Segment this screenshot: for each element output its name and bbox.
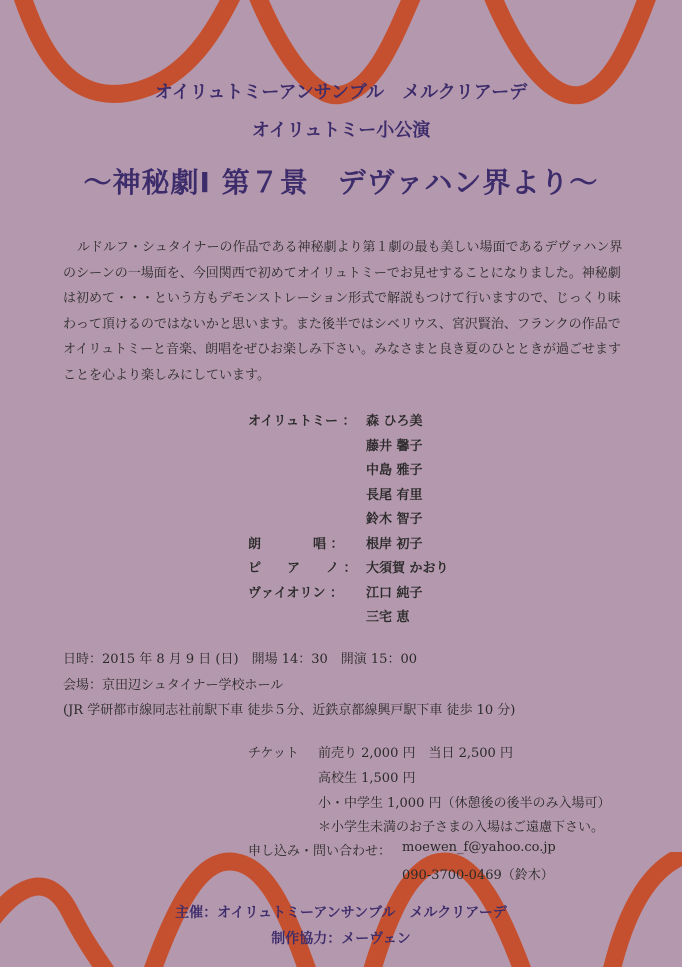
performer-role: 朗 唱 ：	[248, 536, 344, 552]
performer-row	[248, 557, 449, 582]
event-venue: 会場：京田辺シュタイナー学校ホール	[63, 678, 284, 693]
performer-row	[248, 435, 449, 460]
performer-row	[248, 533, 449, 558]
ticket-label: チケット	[248, 746, 299, 761]
event-subtitle: オイリュトミー小公演	[251, 120, 431, 141]
event-title: ～神秘劇Ⅰ 第７景 デヴァハン界より～	[83, 166, 599, 199]
host-credit: 主催：オイリュトミーアンサンブル メルクリアーデ	[175, 905, 507, 921]
production-credit: 制作協力：メーヴェン	[271, 931, 411, 947]
intro-paragraph: ルドルフ・シュタイナーの作品である神秘劇より第１劇の最も美しい場面であるデヴァハン界のシーンの一場面を、今回関西で初めてオイリュトミーでお見せすることになりました。神秘劇は初めて・・・という方もデモンストレーション形式で解説もつけて行いますので、じっくり味わって頂けるのではないかと思います。また後半ではシベリウス、宮沢賢治、フランクの作品でオイリュトミーと音楽、朗唱をぜひお楽しみ下さい。みなさまと良き夏のひとときが過ごせますことを心より楽しみにしています。	[63, 240, 623, 383]
performer-row	[248, 606, 449, 631]
performer-name: 江口 純子	[366, 585, 423, 601]
ticket-price-general: 前売り 2,000 円 当日 2,500 円	[318, 746, 513, 761]
performer-name: 根岸 初子	[366, 536, 423, 552]
event-datetime: 日時：2015 年 8 月 9 日 (日) 開場 14：30 開演 15：00	[63, 652, 417, 667]
performer-name: 長尾 有里	[366, 487, 423, 503]
ticket-price-elementary: 小・中学生 1,000 円（休憩後の後半のみ入場可）	[318, 796, 611, 811]
performer-role	[248, 508, 366, 533]
performer-row	[248, 459, 449, 484]
organization-name: オイリュトミーアンサンブル メルクリアーデ	[154, 82, 528, 103]
performer-role: ヴァイオリン ：	[248, 585, 344, 601]
performer-role	[248, 484, 366, 509]
performer-name: 藤井 馨子	[366, 438, 423, 454]
performer-role	[248, 459, 366, 484]
performer-role	[248, 606, 366, 631]
performer-row	[248, 410, 449, 435]
contact-email[interactable]: moewen_f@yahoo.co.jp	[402, 840, 556, 855]
performer-role	[248, 435, 366, 460]
performer-row	[248, 484, 449, 509]
performer-name: 森 ひろ美	[366, 414, 423, 429]
contact-label: 申し込み・問い合わせ：	[248, 844, 392, 859]
ticket-price-highschool: 高校生 1,500 円	[318, 771, 416, 786]
performer-name: 三宅 恵	[366, 610, 410, 625]
contact-phone[interactable]: 090-3700-0469（鈴木）	[402, 868, 554, 883]
performer-row	[248, 508, 449, 533]
performer-role: オイリュトミー ：	[248, 414, 356, 429]
performer-list	[248, 410, 449, 631]
performer-row	[248, 582, 449, 607]
performer-role: ピ ア ノ ：	[248, 561, 357, 576]
ticket-note: ＊小学生未満のお子さまの入場はご遠慮下さい。	[318, 820, 605, 835]
performer-name: 中島 雅子	[366, 463, 423, 478]
performer-name: 鈴木 智子	[366, 512, 423, 527]
performer-name: 大須賀 かおり	[366, 561, 449, 576]
venue-access: (JR 学研都市線同志社前駅下車 徒歩５分、近鉄京都線興戸駅下車 徒歩 10 分)	[63, 703, 516, 718]
